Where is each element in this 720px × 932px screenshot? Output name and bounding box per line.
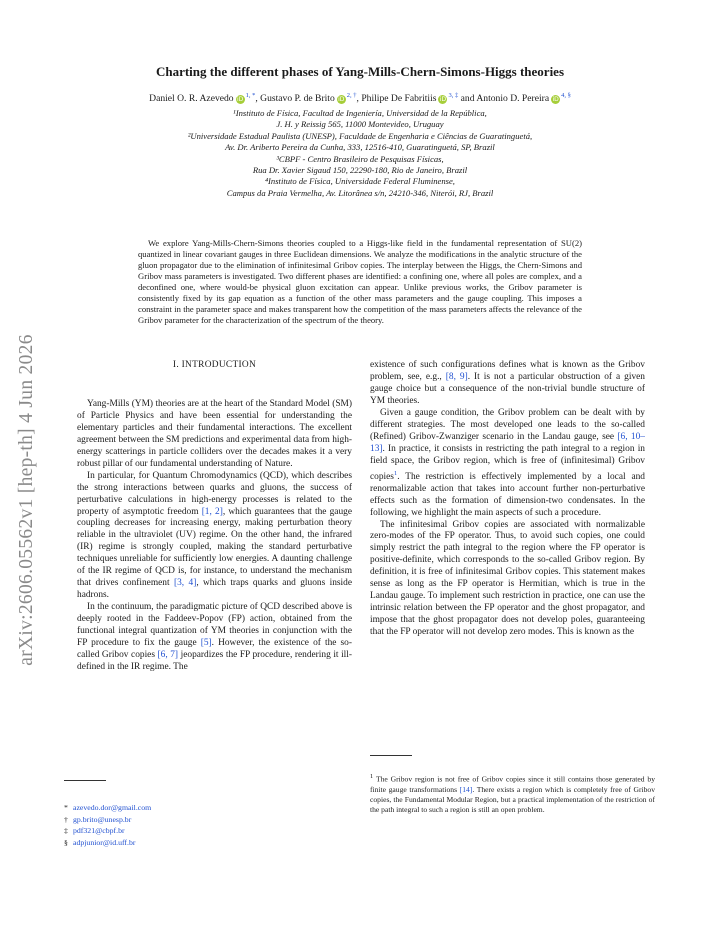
paper-title: Charting the different phases of Yang-Mills-Chern-Simons-Higgs theories [155, 64, 565, 79]
email-entry: * azevedo.dor@gmail.com [64, 803, 152, 812]
citation-link[interactable]: [14] [459, 784, 473, 794]
orcid-icon[interactable]: iD [439, 96, 447, 104]
affiliation-line: J. H. y Reissig 565, 11000 Montevideo, Uruguay [276, 119, 444, 130]
author: Antonio D. Pereira $iD^{4, \S}$ [476, 92, 571, 105]
citation-link[interactable]: [3, 4] [173, 578, 197, 589]
arxiv-identifier: arXiv:2606.05562v1 [hep-th] 4 Jun 2026 [16, 334, 37, 666]
author: Daniel O. R. Azevedo $iD^{1, *}$, [149, 92, 261, 105]
paragraph: The infinitesimal Gribov copies are associated with normalizable zero-modes of the FP operator. Thus, to avoid such copies, one could simply restrict the path integral to the region where the FP operator is positive-definite, which corresponds to the so-called Gribov region. By definition, it is free of infinitesimal Gribov copies. This statement makes sense as long as the FP operator is Hermitian, which is true in the Landau gauge. To implement such restriction in practice, one can use the intrinsic relation between the FP operator and the ghost propagator, and impose that the ghost propagator does not develop poles, guaranteeing that the FP operator will not develop zero modes. This is known as the [370, 519, 645, 638]
email-entry: § adpjunior@id.uff.br [64, 837, 136, 847]
author-list [50, 92, 670, 104]
arxiv-side-stamp [10, 334, 44, 666]
paragraph: existence of such configurations defines what is known as the Gribov problem, see, e.g., [8, 9]. It is not a particular obstruction of a given gauge choice but a consequence of the non-trivial bundle structure of YM theories. [370, 360, 645, 406]
author: Philipe De Fabritiis $iD^{3, \ddagger}$ and [361, 92, 477, 105]
author-marks[interactable]: 3, ‡ [448, 92, 459, 99]
citation-link[interactable]: [1, 2] [201, 506, 223, 517]
footnote-divider [64, 780, 106, 781]
affiliation-line: Campus da Praia Vermelha, Av. Litorânea s/n, 24210-346, Niterói, RJ, Brazil [226, 187, 494, 198]
email-entry: † gp.brito@unesp.br [64, 814, 132, 824]
email-link[interactable]: azevedo.dor@gmail.com [73, 803, 152, 812]
citation-link[interactable]: [6, 7] [157, 649, 179, 660]
author: Gustavo P. de Brito $iD^{2, \dagger}$, [260, 92, 362, 105]
abstract: We explore Yang-Mills-Chern-Simons theories coupled to a Higgs-like field in the fundamental representation of SU(2) quantized in linear covariant gauges in three Euclidean dimensions. We analyze the modifications in the analytic structure of the gluon propagator due to the elimination of infinitesimal Gribov copies. The interplay between the Higgs, the Chern-Simons and Gribov mass parameters is investigated. Two different phases are identified: a confining one, where all poles are complex, and a deconfined one, where would-be physical gluon excitation can appear. Unlike previous works, the Gribov parameter is consistently fixed by its gap equation as a function of the other mass parameters and the gauge coupling. This imposes a constraint in the parameter space and makes transparent how the competition of the mass parameters affects the relevance of the Gribov parameter for the characterization of the spectrum of the theory. [138, 238, 582, 325]
author-marks[interactable]: 2, † [346, 92, 357, 99]
author-marks[interactable]: 1, * [245, 92, 256, 99]
author-emails [64, 802, 151, 848]
footnote-number: 1 [370, 773, 374, 780]
paragraph: Yang-Mills (YM) theories are at the heart of the Standard Model (SM) of Particle Physics and have been essential for understanding the elementary particles and their fundamental interactions. The excellent agreement between the SM predictions and experimental data from high-energy scatterings in particle colliders over the decades makes it a very robust pillar of our fundamental understanding of Nature. [77, 398, 352, 469]
paragraph: Given a gauge condition, the Gribov problem can be dealt with by different strategies. The most developed one leads to the so-called (Refined) Gribov-Zwanziger scenario in the Landau gauge, see [6, 10–13]. In practice, it consists in restricting the path integral to a region in field space, the Gribov region, which is free of (infinitesimal) Gribov copies$^1$. The restriction is effectively implemented by a local and renormalizable action that takes into account further non-perturbative effects such as the formation of dimension-two condensates. In the following, we highlight the main aspects of such a procedure. [370, 407, 645, 518]
section-heading: I. INTRODUCTION [172, 360, 257, 370]
email-link[interactable]: adpjunior@id.uff.br [73, 837, 136, 847]
email-entry: ‡ pdf321@cbpf.br [64, 826, 125, 835]
orcid-icon[interactable]: iD [236, 96, 244, 104]
affiliation-line: ³CBPF - Centro Brasileiro de Pesquisas Físicas, [276, 153, 444, 164]
left-column [77, 360, 352, 674]
footnote: $^1$ The Gribov region is not free of Gribov copies since it still contains those generated by finite gauge transformations [14]. There exists a region which is completely free of Gribov copies, the Fundamental Modular Region, but a practical implementation of the restriction of the path integral to such a region is still an open problem. [370, 773, 655, 815]
email-link[interactable]: gp.brito@unesp.br [73, 814, 132, 824]
orcid-icon[interactable]: iD [338, 96, 345, 104]
affiliation-line: ⁴Instituto de Física, Universidade Federal Fluminense, [265, 176, 455, 187]
citation-link[interactable]: [8, 9] [445, 371, 468, 382]
affiliation-line: ²Universidade Estadual Paulista (UNESP), Faculdade de Engenharia e Ciências de Guaratinguetá, [187, 130, 533, 141]
orcid-icon[interactable]: iD [552, 96, 559, 104]
affiliation-line: ¹Instituto de Física, Facultad de Ingeniería, Universidad de la República, [233, 108, 487, 118]
affiliation-line: Av. Dr. Ariberto Pereira da Cunha, 333, 12516-410, Guaratinguetá, SP, Brazil [225, 142, 495, 153]
author-marks[interactable]: 4, § [561, 92, 571, 99]
affiliation-line: Rua Dr. Xavier Sigaud 150, 22290-180, Rio de Janeiro, Brazil [252, 165, 468, 176]
citation-link[interactable]: [5] [200, 638, 212, 649]
footnote-ref[interactable]: 1 [393, 469, 398, 477]
citation-link[interactable]: [6, 10–13] [370, 431, 645, 454]
affiliations [60, 108, 660, 199]
email-link[interactable]: pdf321@cbpf.br [73, 826, 125, 835]
right-column [370, 360, 645, 639]
paragraph: In particular, for Quantum Chromodynamics (QCD), which describes the strong interactions between quarks and gluons, the success of perturbative calculations in high-energy processes is related to the property of asymptotic freedom [1, 2], which guarantees that the gauge coupling decreases for increasing energy, making perturbation theory reliable in the ultraviolet (UV) regime. On the other hand, the infrared (IR) regime is strongly coupled, making the standard perturbative techniques unreliable for sufficiently low energies. A daunting challenge of the IR regime of QCD is, for instance, to understand the mechanism that drives confinement [3, 4], which traps quarks and gluons inside hadrons. [77, 470, 352, 601]
paragraph: In the continuum, the paradigmatic picture of QCD described above is deeply rooted in the Faddeev-Popov (FP) action, obtained from the functional integral quantization of YM theories in conjunction with the FP procedure to fix the gauge [5]. However, the existence of the so-called Gribov copies [6, 7] jeopardizes the FP procedure, rendering it ill-defined in the IR regime. The [77, 602, 353, 672]
footnote-divider [370, 755, 412, 756]
